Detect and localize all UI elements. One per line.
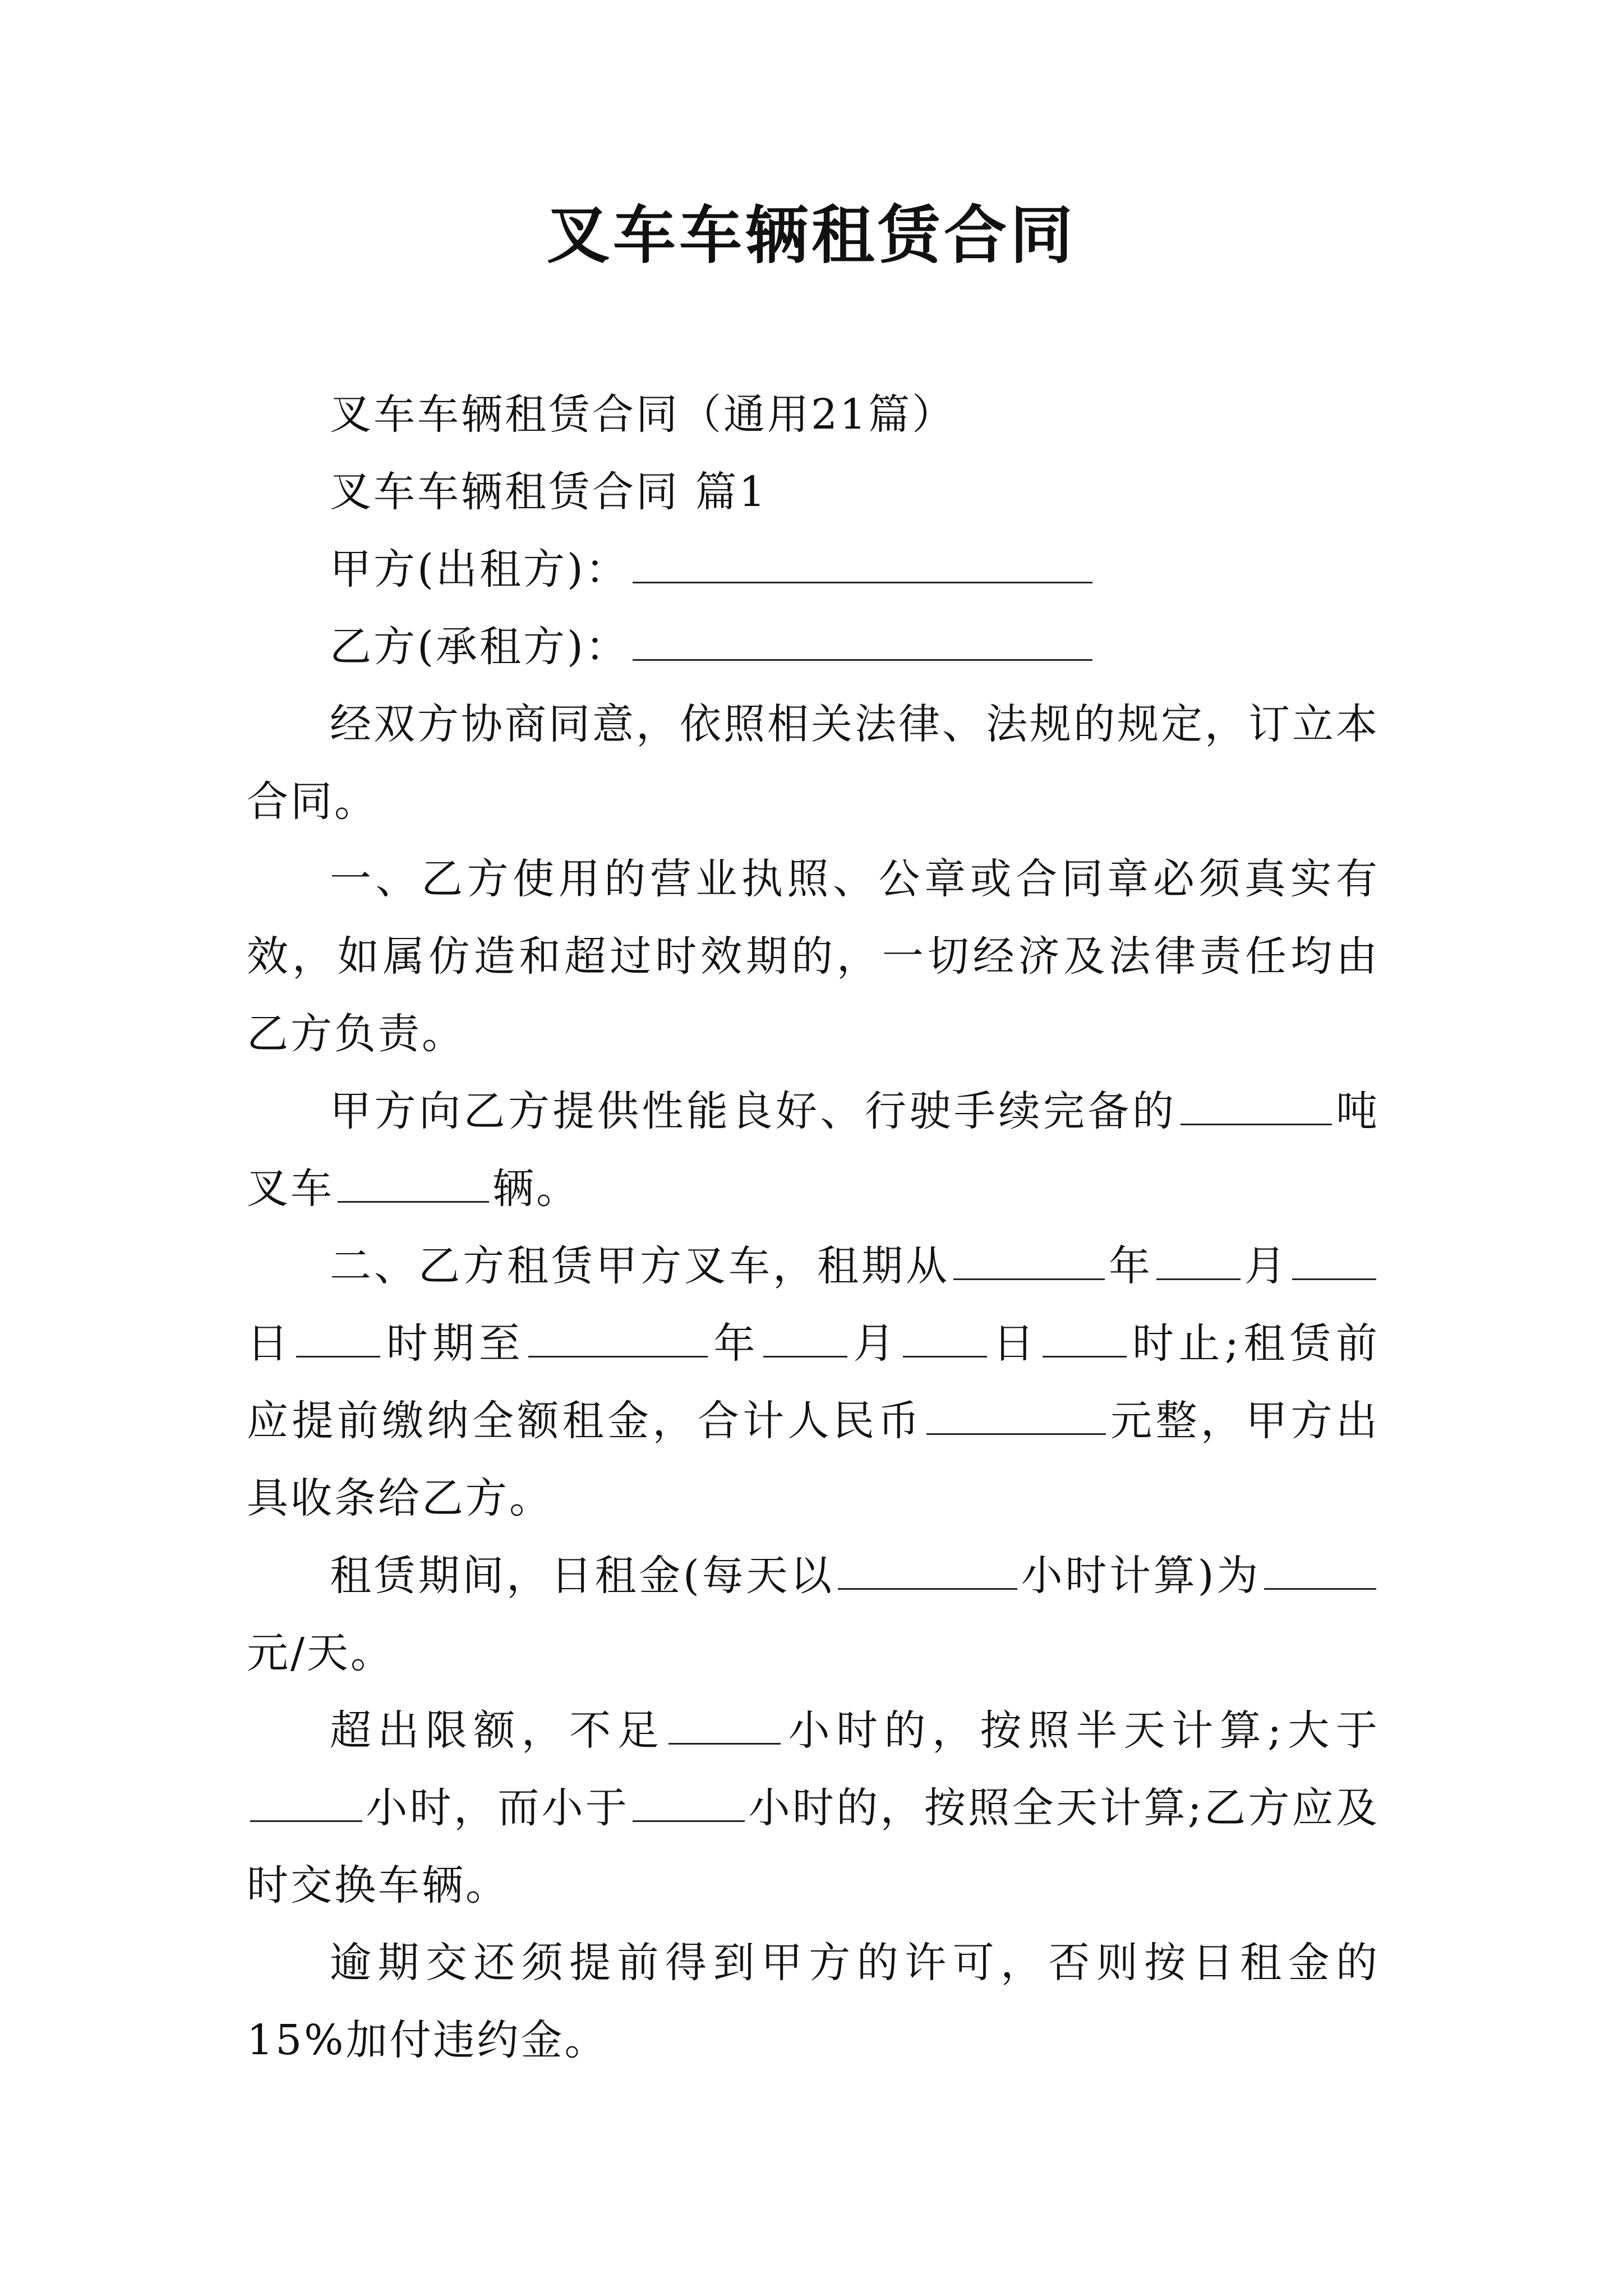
rent-text-a: 租赁期间，日租金(每天以 — [330, 1552, 834, 1600]
clause-2-text-f: 年 — [711, 1319, 760, 1368]
less-than-hours-blank — [633, 1781, 745, 1822]
party-a-label: 甲方(出租方)： — [330, 545, 629, 593]
end-year-blank — [528, 1317, 708, 1358]
clause-2-text-e: 时期至 — [384, 1319, 525, 1368]
party-a-line — [247, 531, 1380, 608]
overtime-paragraph — [247, 1692, 1380, 1924]
end-hour-blank — [1043, 1317, 1127, 1358]
document-title: 叉车车辆租赁合同 — [547, 199, 1076, 272]
clause-2-paragraph — [247, 1227, 1380, 1537]
end-day-blank — [903, 1317, 987, 1358]
intro-text: 经双方协商同意，依照相关法律、法规的规定，订立本合同。 — [247, 700, 1380, 826]
party-b-line — [247, 608, 1380, 685]
greater-than-hours-blank — [250, 1781, 362, 1822]
party-b-label: 乙方(承租方)： — [330, 623, 629, 671]
party-a-blank — [633, 542, 1092, 583]
clause-2-text-j: 元整，甲方出具收条给乙方。 — [247, 1397, 1380, 1522]
start-month-blank — [1156, 1239, 1241, 1280]
daily-rent-blank — [1264, 1549, 1376, 1590]
overdue-paragraph — [247, 1924, 1380, 2079]
overdue-text: 逾期交还须提前得到甲方的许可，否则按日租金的15%加付违约金。 — [247, 1939, 1380, 2064]
vehicle-count-blank — [338, 1162, 489, 1203]
clause-2-text-a: 二、乙方租赁甲方叉车，租期从 — [330, 1242, 950, 1290]
clause-2-text-g: 月 — [850, 1319, 900, 1368]
clause-2-text-h: 日 — [990, 1319, 1039, 1368]
supply-text-b: 吨叉车 — [247, 1087, 1380, 1213]
clause-2-text-b: 年 — [1108, 1242, 1153, 1290]
end-month-blank — [763, 1317, 847, 1358]
supply-paragraph — [247, 1073, 1380, 1227]
start-day-blank — [1292, 1239, 1376, 1280]
party-b-blank — [633, 620, 1092, 661]
clause-1-text: 一、乙方使用的营业执照、公章或合同章必须真实有效，如属仿造和超过时效期的，一切经济及法律责任均由乙方负责。 — [247, 855, 1380, 1058]
supply-text-a: 甲方向乙方提供性能良好、行驶手续完备的 — [330, 1087, 1177, 1135]
intro-paragraph — [247, 685, 1380, 840]
subtitle-text: 叉车车辆租赁合同（通用21篇） — [330, 390, 956, 439]
document-subtitle — [247, 376, 1380, 453]
rent-text-c: 元/天。 — [247, 1629, 394, 1677]
rent-text-b: 小时计算)为 — [1020, 1552, 1261, 1600]
rent-paragraph — [247, 1537, 1380, 1692]
overtime-text-b: 小时的，按照半天计算;大于 — [784, 1706, 1380, 1755]
overtime-text-d: 小时的，按照全天计算;乙方应及时交换车辆。 — [247, 1784, 1380, 1910]
overtime-text-a: 超出限额，不足 — [330, 1706, 666, 1755]
half-day-hours-blank — [668, 1704, 781, 1745]
clause-2-text-c: 月 — [1244, 1242, 1289, 1290]
total-rent-blank — [926, 1394, 1106, 1435]
clause-2-text-i: 时止;租赁前应提前缴纳全额租金，合计人民币 — [247, 1319, 1380, 1445]
tonnage-blank — [1181, 1084, 1332, 1125]
section-heading — [247, 453, 1380, 531]
supply-text-c: 辆。 — [492, 1165, 580, 1213]
section-heading-text: 叉车车辆租赁合同 篇1 — [330, 468, 768, 516]
daily-hours-blank — [838, 1549, 1017, 1590]
overtime-text-c: 小时，而小于 — [366, 1784, 630, 1832]
clause-2-text-d: 日 — [247, 1319, 293, 1368]
start-hour-blank — [296, 1317, 380, 1358]
clause-1-paragraph — [247, 840, 1380, 1073]
document-body — [247, 376, 1380, 2079]
start-year-blank — [953, 1239, 1105, 1280]
